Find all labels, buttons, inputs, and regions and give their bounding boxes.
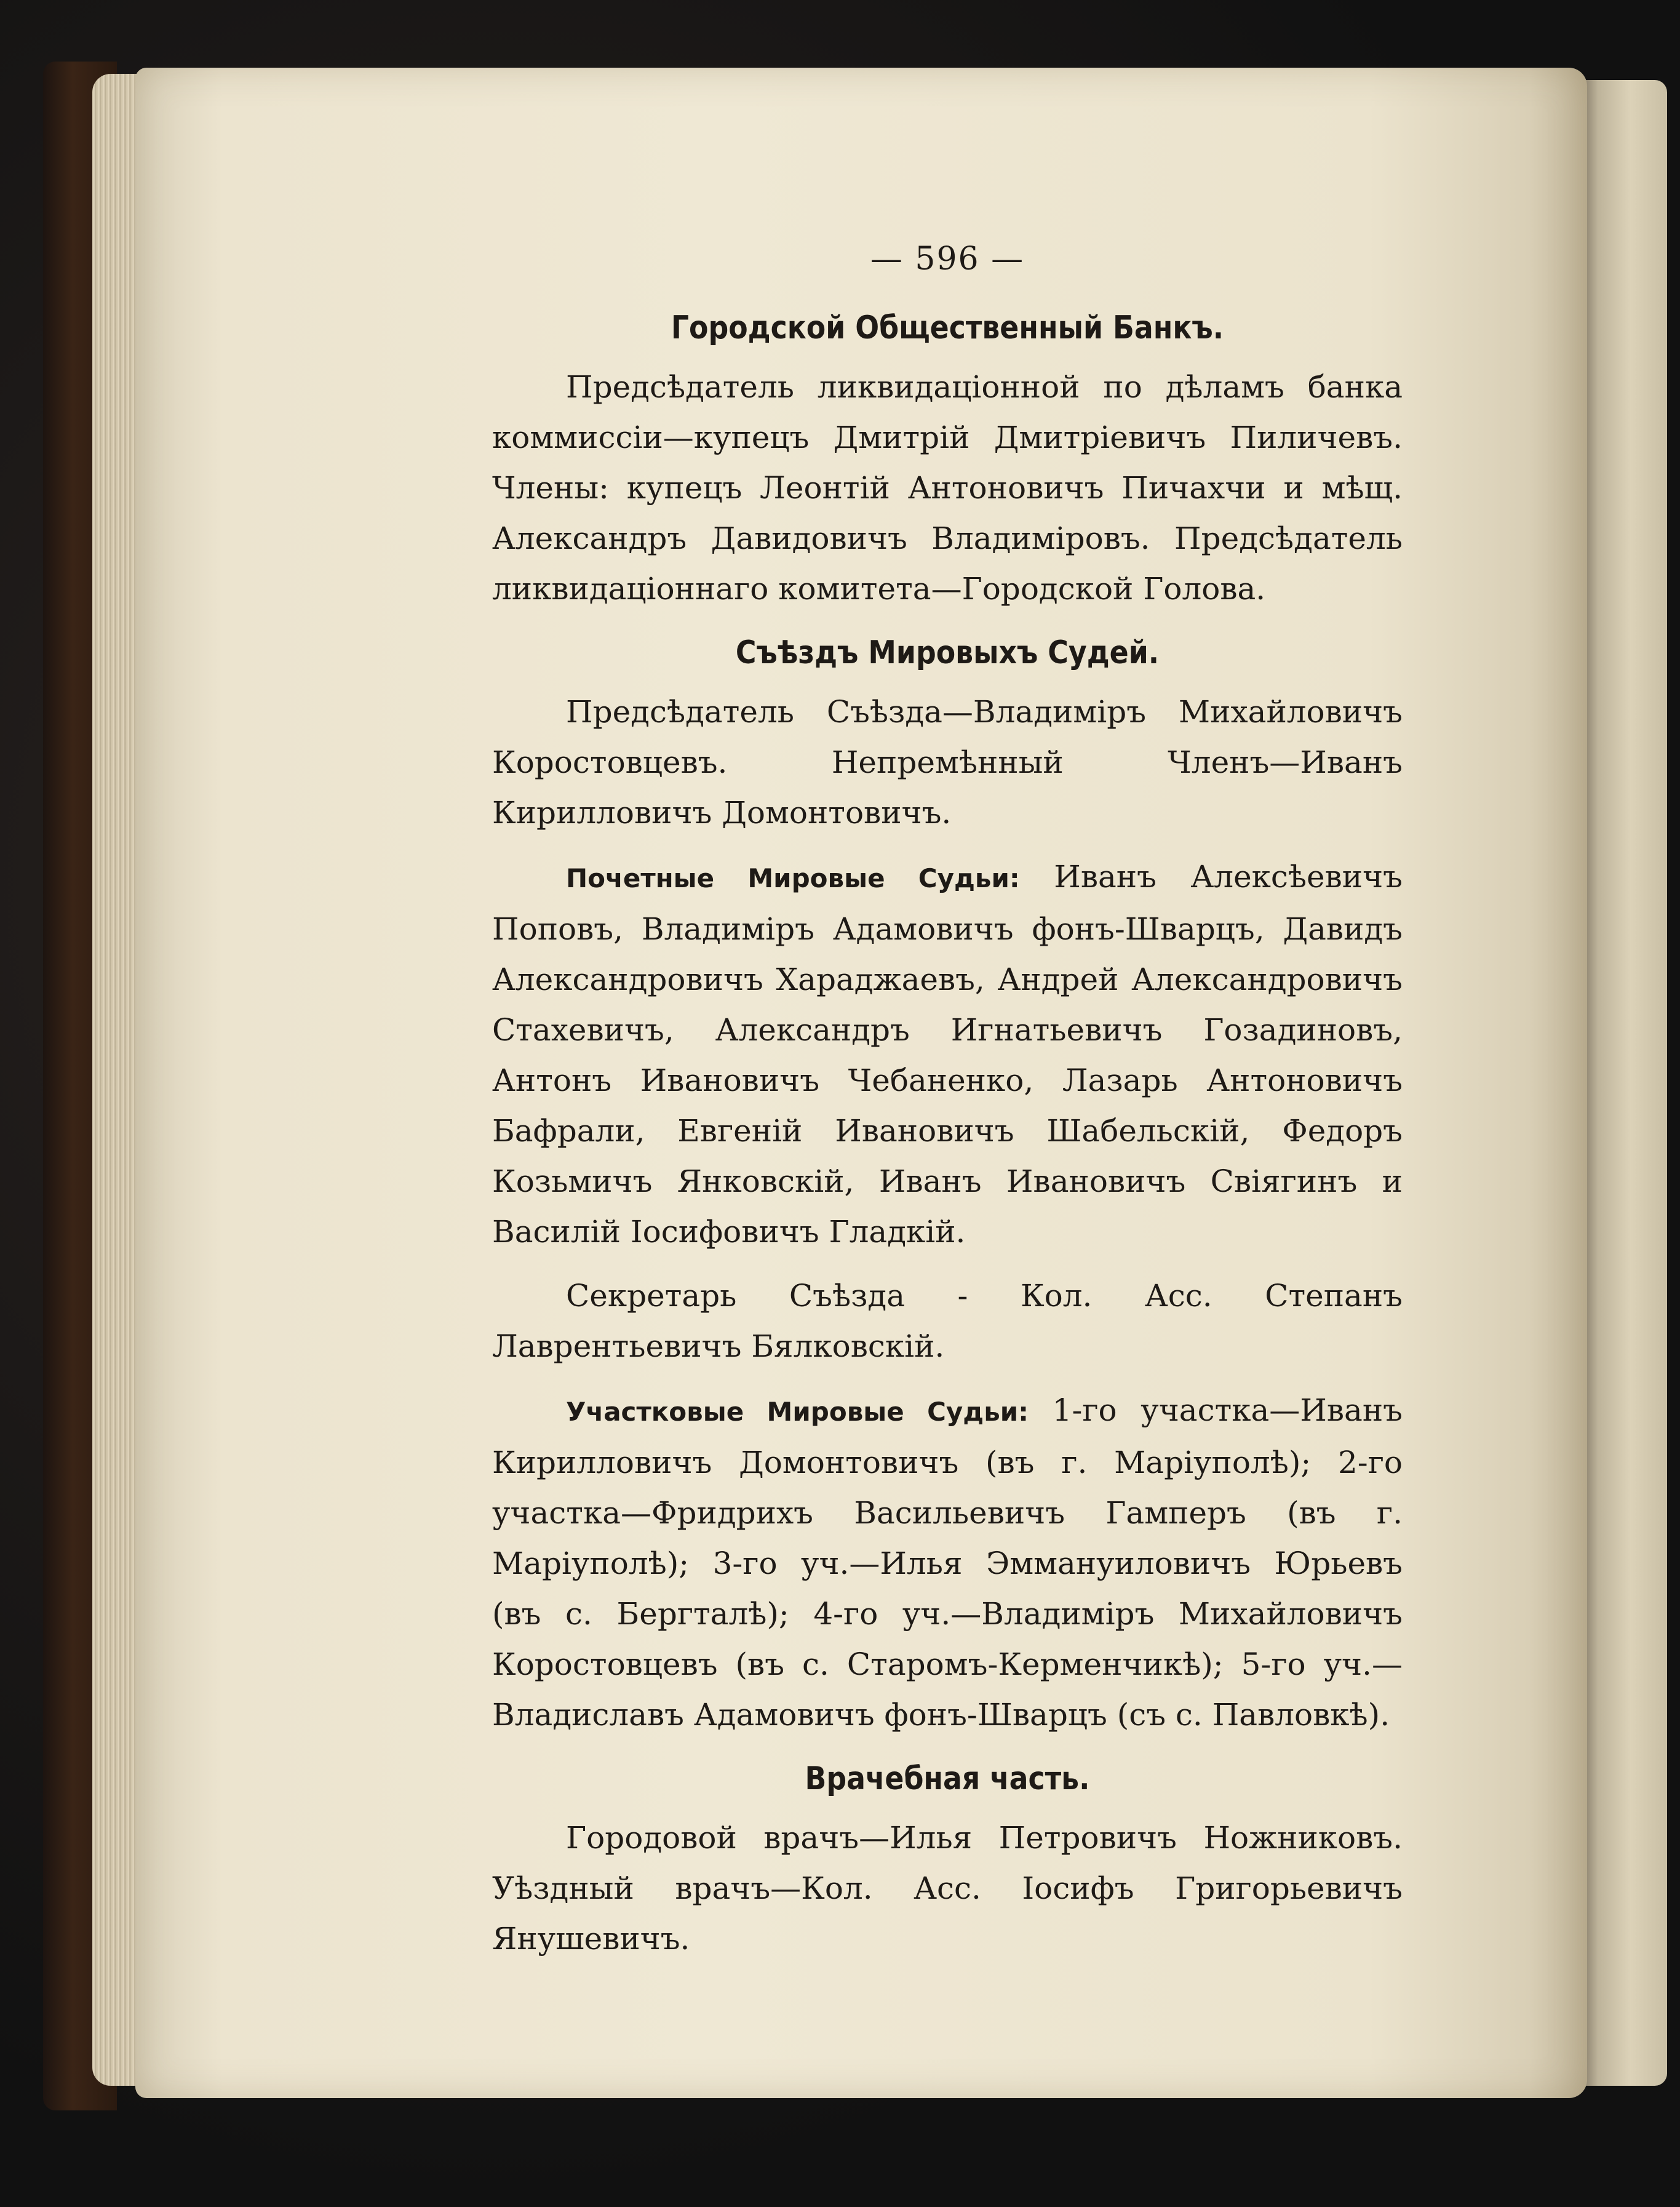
- district-justices-text: 1-го участка—Иванъ Кирилловичъ Домонтовичъ (въ г. Маріуполѣ); 2-го участка—Фридрихъ Васильевичъ Гамперъ (въ г. Маріуполѣ); 3-го уч.—Илья Эммануиловичъ Юрьевъ (въ с. Бергталѣ); 4-го уч.—Владиміръ Михайловичъ Коростовцевъ (въ с. Старомъ-Керменчикѣ); 5-го уч.—Владиславъ Адамовичъ фонъ-Шварцъ (съ с. Павловкѣ).: [492, 1392, 1403, 1733]
- heading-city-bank: Городской Общественный Банкъ.: [671, 309, 1224, 346]
- paragraph-city-bank: Предсѣдатель ликвидаціонной по дѣламъ банка коммиссіи—купецъ Дмитрій Дмитріевичъ Пиличевъ. Члены: купецъ Леонтій Антоновичъ Пичахчи и мѣщ. Александръ Давидовичъ Владиміровъ. Предсѣдатель ликвидаціоннаго комитета—Городской Голова.: [492, 369, 1403, 607]
- honorary-justices-text: Иванъ Алексѣевичъ Поповъ, Владиміръ Адамовичъ фонъ-Шварцъ, Давидъ Александровичъ Хараджаевъ, Андрей Александровичъ Стахевичъ, Александръ Игнатьевичъ Гозадиновъ, Антонъ Ивановичъ Чебаненко, Лазарь Антоновичъ Бафрали, Евгеній Ивановичъ Шабельскій, Федоръ Козьмичъ Янковскій, Иванъ Ивановичъ Свіягинъ и Василій Іосифовичъ Гладкій.: [492, 859, 1403, 1250]
- district-justices-label: Участковые Мировые Судьи:: [566, 1397, 1029, 1427]
- paragraph-honorary-justices: [492, 852, 1403, 1257]
- paragraph-secretary: Секретарь Съѣзда - Кол. Асс. Степанъ Лаврентьевичъ Бялковскій.: [492, 1278, 1403, 1364]
- paragraph-congress-chair: Предсѣдатель Съѣзда—Владиміръ Михайловичъ Коростовцевъ. Непремѣнный Членъ—Иванъ Кирилловичъ Домонтовичъ.: [492, 694, 1403, 831]
- paragraph-medical: Городовой врачъ—Илья Петровичъ Ножниковъ. Уѣздный врачъ—Кол. Асс. Іосифъ Григорьевичъ Янушевичъ.: [492, 1820, 1403, 1957]
- page-text: [492, 234, 1403, 1978]
- honorary-justices-label: Почетные Мировые Судьи:: [566, 863, 1020, 893]
- paragraph-district-justices: [492, 1385, 1403, 1740]
- page-number: — 596 —: [870, 241, 1025, 277]
- heading-medical: Врачебная часть.: [805, 1760, 1090, 1797]
- adjacent-page-edge: [1575, 80, 1667, 2086]
- heading-justices-congress: Съѣздъ Мировыхъ Судей.: [735, 634, 1160, 671]
